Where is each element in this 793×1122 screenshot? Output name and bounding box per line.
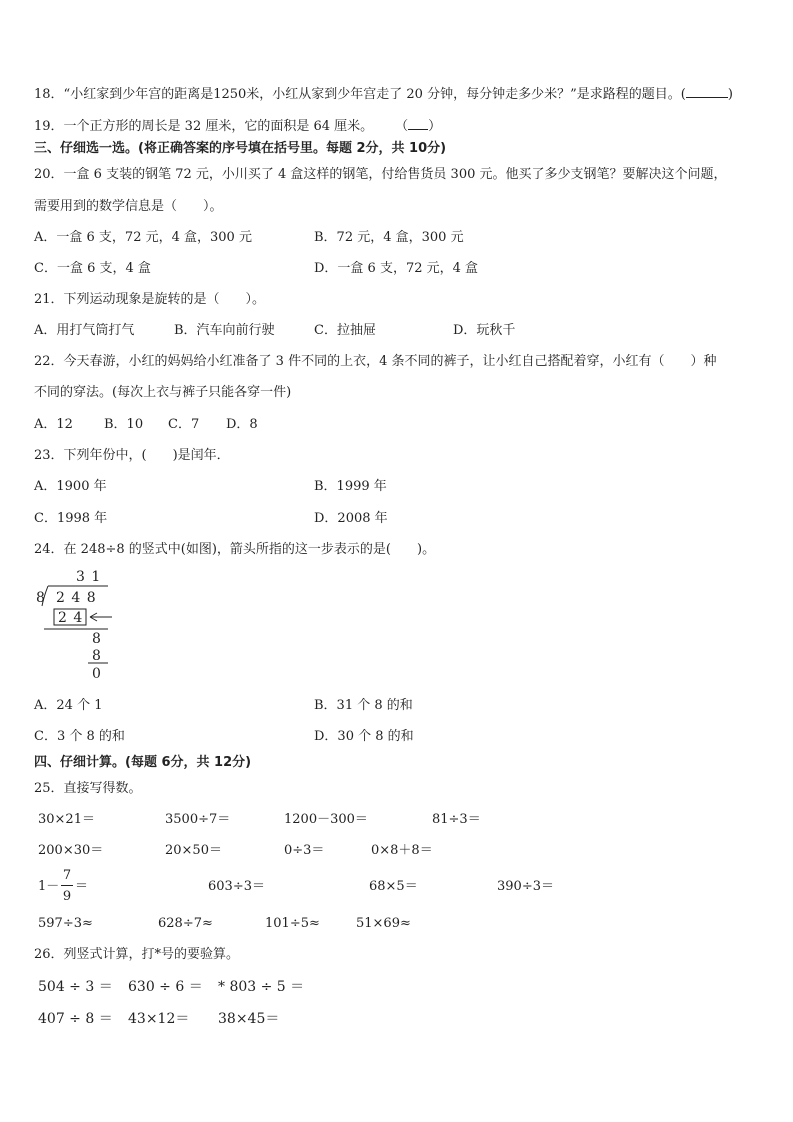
question-21-option-c[interactable]: C．拉抽屉 (314, 323, 376, 338)
calc-item: 1200－300＝ (284, 812, 368, 827)
question-20-line1: 20．一盒 6 支装的钢笔 72 元，小川买了 4 盒这样的钢笔，付给售货员 300 元。他买了多少支钢笔？要解决这个问题， (34, 167, 727, 182)
calc-item: 81÷3＝ (432, 812, 481, 827)
long-division-figure (34, 568, 124, 688)
calc-item: 390÷3＝ (497, 879, 554, 894)
long-division-lines (34, 568, 124, 688)
question-24-option-d[interactable]: D．30 个 8 的和 (314, 729, 414, 744)
dividend: 2 4 8 (56, 590, 97, 606)
calc-item: 30×21＝ (38, 812, 95, 827)
question-24-option-a[interactable]: A．24 个 1 (34, 698, 103, 713)
question-23-stem: 23．下列年份中，( )是闰年． (34, 448, 230, 463)
fraction-whole: 1－ (38, 879, 60, 894)
fraction (61, 868, 73, 904)
partial-product-2: 8 (92, 648, 101, 664)
fraction-denominator: 9 (62, 889, 72, 904)
calc-item: 101÷5≈ (265, 916, 320, 931)
vertical-calc-item: 43×12＝ (128, 1011, 190, 1027)
question-19-close: ） (428, 119, 442, 134)
question-24-option-b[interactable]: B．31 个 8 的和 (314, 698, 413, 713)
question-23-option-b[interactable]: B．1999 年 (314, 479, 387, 494)
question-19 (34, 117, 441, 133)
calc-item: 628÷7≈ (158, 916, 213, 931)
vertical-calc-item: 38×45＝ (218, 1011, 280, 1027)
question-21-option-a[interactable]: A．用打气筒打气 (34, 323, 135, 338)
vertical-calc-item-check: * 803 ÷ 5 ＝ (218, 979, 305, 995)
final-remainder: 0 (92, 666, 101, 682)
question-22-line2: 不同的穿法。(每次上衣与裤子只能各穿一件) (34, 385, 292, 400)
question-20-option-c[interactable]: C．一盒 6 支，4 盒 (34, 261, 151, 276)
calc-item: 200×30＝ (38, 843, 104, 858)
question-26-stem: 26．列竖式计算，打*号的要验算。 (34, 947, 240, 962)
question-22-option-c[interactable]: C．7 (168, 417, 200, 432)
question-21-stem: 21．下列运动现象是旋转的是（ ）。 (34, 292, 266, 307)
question-23-option-d[interactable]: D．2008 年 (314, 511, 388, 526)
vertical-calc-item: 407 ÷ 8 ＝ (38, 1011, 113, 1027)
question-18-text: 18．“小红家到少年宫的距离是1250米，小红从家到少年宫走了 20 分钟，每分钟走多少米？”是求路程的题目。( (34, 87, 686, 102)
answer-blank-18[interactable] (686, 85, 728, 98)
question-23-option-c[interactable]: C．1998 年 (34, 511, 108, 526)
vertical-calc-item: 630 ÷ 6 ＝ (128, 979, 203, 995)
question-19-open: （ (395, 119, 409, 134)
section-4-heading: 四、仔细计算。(每题 6分，共 12分) (34, 755, 252, 770)
question-20-option-d[interactable]: D．一盒 6 支，72 元，4 盒 (314, 261, 479, 276)
fraction-bar (61, 885, 73, 886)
fraction-numerator: 7 (62, 868, 72, 883)
calc-item: 0×8＋8＝ (371, 843, 433, 858)
answer-blank-19[interactable] (408, 117, 428, 130)
question-22-option-b[interactable]: B．10 (104, 417, 144, 432)
question-18-close: ) (727, 87, 733, 102)
question-22-option-d[interactable]: D．8 (226, 417, 258, 432)
question-20-line2: 需要用到的数学信息是（ ）。 (34, 199, 223, 214)
calc-item: 3500÷7＝ (165, 812, 231, 827)
question-24-stem: 24．在 248÷8 的竖式中(如图)，箭头所指的这一步表示的是( )。 (34, 542, 436, 557)
question-21-option-b[interactable]: B．汽车向前行驶 (174, 323, 275, 338)
quotient: 3 1 (76, 569, 102, 585)
vertical-calc-item: 504 ÷ 3 ＝ (38, 979, 113, 995)
partial-product-boxed: 2 4 (58, 610, 84, 626)
calc-item: 68×5＝ (369, 879, 418, 894)
divisor: 8 (36, 590, 45, 606)
calc-item: 51×69≈ (356, 916, 411, 931)
question-19-text: 19．一个正方形的周长是 32 厘米，它的面积是 64 厘米。 (34, 119, 374, 134)
remainder-step: 8 (92, 631, 101, 647)
question-22-option-a[interactable]: A．12 (34, 417, 73, 432)
question-21-option-d[interactable]: D．玩秋千 (453, 323, 516, 338)
section-3-heading: 三、仔细选一选。(将正确答案的序号填在括号里。每题 2分，共 10分) (34, 141, 447, 156)
question-20-option-a[interactable]: A．一盒 6 支，72 元，4 盒，300 元 (34, 230, 252, 245)
question-18 (34, 85, 733, 101)
calc-item: 597÷3≈ (38, 916, 93, 931)
calc-item: 0÷3＝ (284, 843, 325, 858)
calc-item: 20×50＝ (165, 843, 222, 858)
question-25-stem: 25．直接写得数。 (34, 781, 142, 796)
question-23-option-a[interactable]: A．1900 年 (34, 479, 107, 494)
question-24-option-c[interactable]: C．3 个 8 的和 (34, 729, 125, 744)
question-22-line1: 22．今天春游，小红的妈妈给小红准备了 3 件不同的上衣，4 条不同的裤子，让小红自己搭配着穿，小红有（ ）种 (34, 354, 717, 369)
calc-item: 603÷3＝ (208, 879, 265, 894)
question-20-option-b[interactable]: B．72 元，4 盒，300 元 (314, 230, 464, 245)
fraction-equals: ＝ (75, 879, 89, 894)
